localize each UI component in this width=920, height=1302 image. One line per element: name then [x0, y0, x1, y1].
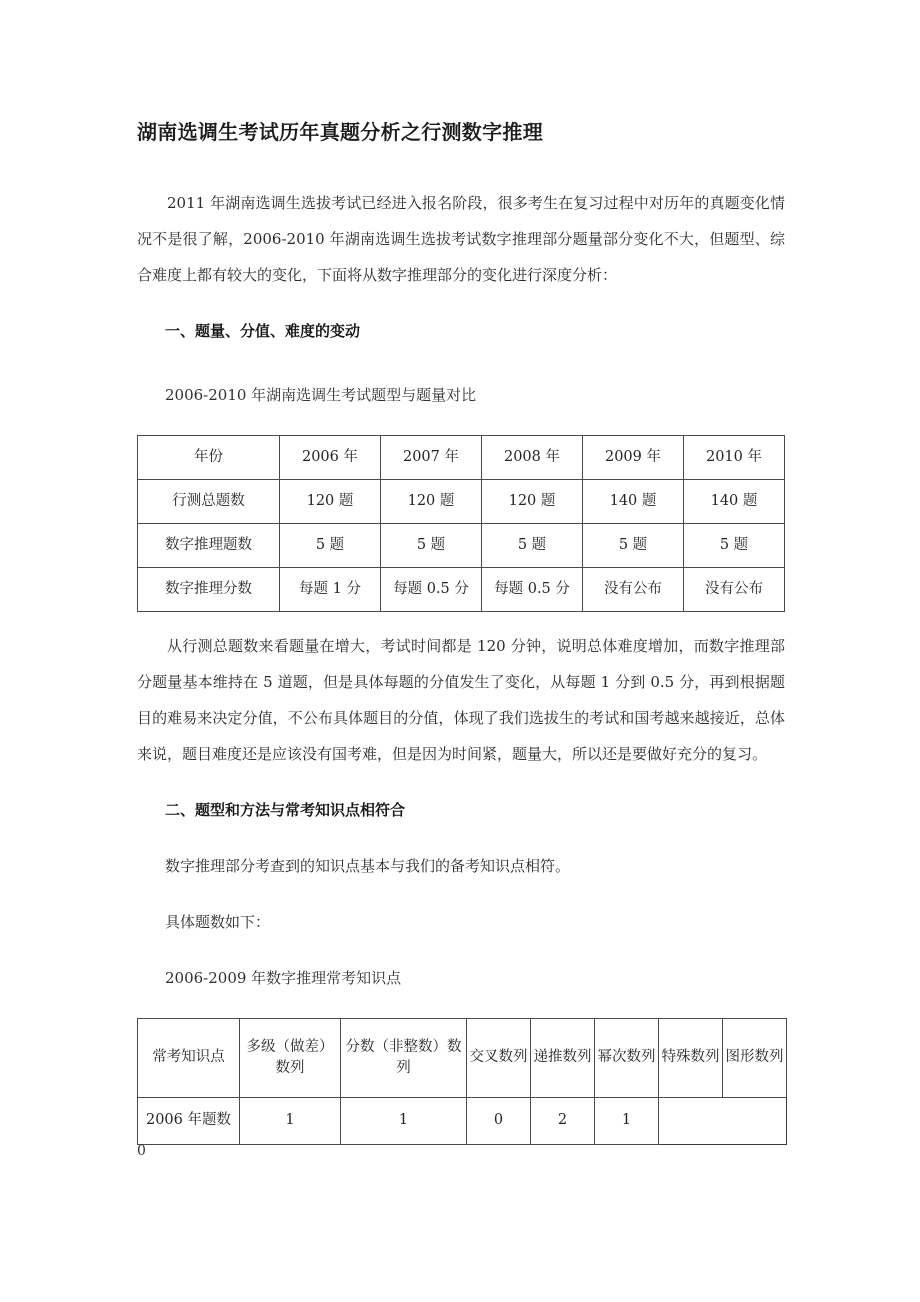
table-cell: 140 题	[583, 480, 684, 524]
section-two-heading: 二、题型和方法与常考知识点相符合	[165, 801, 406, 819]
table-row	[138, 568, 785, 612]
table-cell: 数字推理题数	[138, 524, 280, 568]
table-cell: 行测总题数	[138, 480, 280, 524]
table-row-label: 2006 年题数	[138, 1098, 240, 1145]
table-cell: 0	[467, 1098, 531, 1145]
section-one-analysis-paragraph: 从行测总题数来看题量在增大，考试时间都是 120 分钟，说明总体难度增加，而数字推理部分题量基本维持在 5 道题，但是具体每题的分值发生了变化，从每题 1 分到 0.5 分，再到根据题目的难易来决定分值，不公布具体题目的分值，体现了我们选拔生的考试和国考越来越接近，总体来说，题目难度还是应该没有国考难，但是因为时间紧，题量大，所以还是要做好充分的复习。	[137, 637, 785, 763]
table-header-cell: 多级（做差）数列	[240, 1019, 341, 1098]
table-cell: 5 题	[583, 524, 684, 568]
table-cell: 5 题	[280, 524, 381, 568]
table-cell: 没有公布	[583, 568, 684, 612]
document-content	[137, 0, 785, 1145]
table-exam-types-and-counts	[137, 435, 785, 612]
table-cell: 每题 1 分	[280, 568, 381, 612]
table-cell: 每题 0.5 分	[482, 568, 583, 612]
table-cell: 年份	[138, 436, 280, 480]
table-header-cell: 幂次数列	[595, 1019, 659, 1098]
table-header-cell: 图形数列	[723, 1019, 787, 1098]
table-cell: 140 题	[684, 480, 785, 524]
section-two-paragraph-one: 数字推理部分考查到的知识点基本与我们的备考知识点相符。	[165, 857, 571, 875]
table-row	[138, 1098, 787, 1145]
page-number: 0	[137, 1143, 146, 1159]
table-knowledge-caption: 2006-2009 年数字推理常考知识点	[165, 969, 402, 987]
section-two-paragraph-two: 具体题数如下：	[165, 913, 271, 931]
table-cell: 2008 年	[482, 436, 583, 480]
table-header-cell: 特殊数列	[659, 1019, 723, 1098]
table-header-row	[138, 1019, 787, 1098]
table-cell: 没有公布	[684, 568, 785, 612]
table-cell: 2009 年	[583, 436, 684, 480]
section-one-heading: 一、题量、分值、难度的变动	[165, 322, 361, 340]
table-years-caption: 2006-2010 年湖南选调生考试题型与题量对比	[165, 386, 477, 404]
table-cell: 120 题	[280, 480, 381, 524]
table-cell: 2007 年	[381, 436, 482, 480]
table-cell: 2	[531, 1098, 595, 1145]
table-header-cell: 交叉数列	[467, 1019, 531, 1098]
table-cell: 5 题	[684, 524, 785, 568]
table-header-cell: 递推数列	[531, 1019, 595, 1098]
table-cell: 1	[240, 1098, 341, 1145]
table-cell: 数字推理分数	[138, 568, 280, 612]
table-cell-empty	[659, 1098, 787, 1145]
table-cell: 1	[595, 1098, 659, 1145]
table-row	[138, 436, 785, 480]
table-row	[138, 480, 785, 524]
table-cell: 5 题	[381, 524, 482, 568]
table-cell: 120 题	[482, 480, 583, 524]
table-knowledge-points	[137, 1018, 787, 1145]
table-row	[138, 524, 785, 568]
table-cell: 每题 0.5 分	[381, 568, 482, 612]
table-header-cell: 分数（非整数）数列	[341, 1019, 467, 1098]
table-cell: 2010 年	[684, 436, 785, 480]
table-cell: 120 题	[381, 480, 482, 524]
table-cell: 1	[341, 1098, 467, 1145]
table-cell: 5 题	[482, 524, 583, 568]
page-title: 湖南选调生考试历年真题分析之行测数字推理	[137, 120, 543, 144]
intro-paragraph: 2011 年湖南选调生选拔考试已经进入报名阶段，很多考生在复习过程中对历年的真题变化情况不是很了解，2006-2010 年湖南选调生选拔考试数字推理部分题量部分变化不大，但题型、综合难度上都有较大的变化，下面将从数字推理部分的变化进行深度分析：	[137, 194, 785, 284]
table-header-cell: 常考知识点	[138, 1019, 240, 1098]
table-cell: 2006 年	[280, 436, 381, 480]
